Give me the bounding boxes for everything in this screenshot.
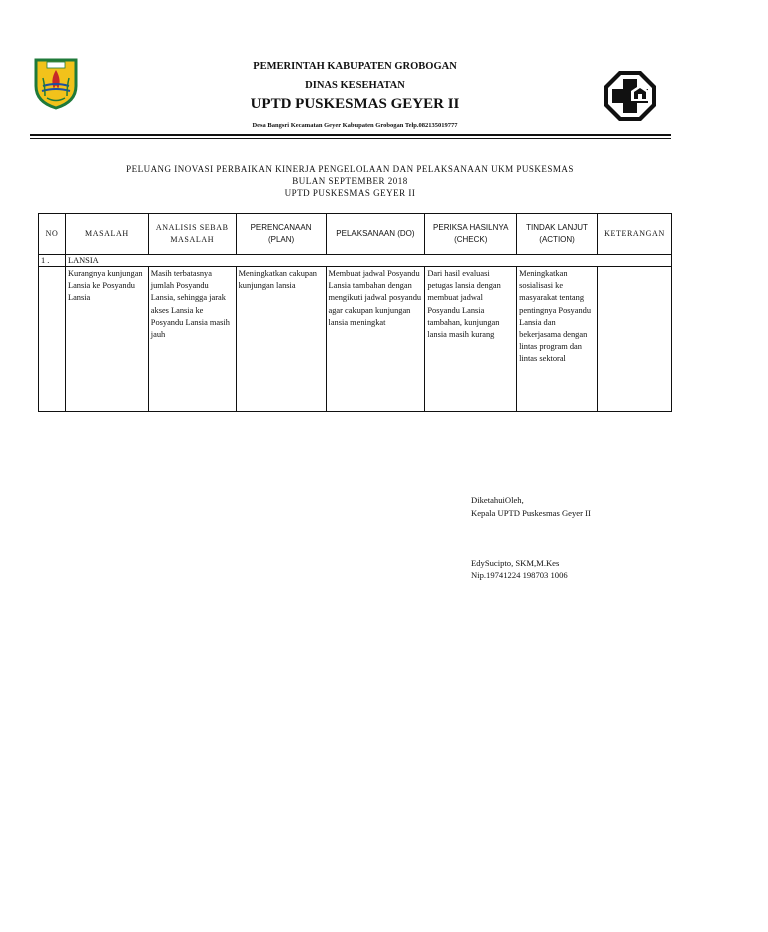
cell-perencanaan: Meningkatkan cakupan kunjungan lansia — [236, 267, 326, 412]
signature-position: Kepala UPTD Puskesmas Geyer II — [471, 508, 591, 518]
header-government: PEMERINTAH KABUPATEN GROBOGAN — [253, 61, 457, 72]
header-perencanaan: PERENCANAAN (PLAN) — [236, 214, 326, 255]
grobogan-emblem-logo — [33, 56, 79, 110]
section-row — [39, 255, 672, 267]
signature-acknowledged: DiketahuiOleh, — [471, 495, 524, 505]
cell-periksa: Dari hasil evaluasi petugas lansia dengan membuat jadwal Posyandu Lansia tambahan, kunjungan lansia masih kurang — [425, 267, 517, 412]
header-divider-thin — [30, 138, 671, 139]
table-header-row — [39, 214, 672, 255]
cell-analisis: Masih terbatasnya jumlah Posyandu Lansia, sehingga jarak akses Lansia ke Posyandu Lansia masih jauh — [148, 267, 236, 412]
cell-keterangan — [598, 267, 672, 412]
table-row — [39, 267, 672, 412]
header-no: NO — [39, 214, 66, 255]
header-institution: UPTD PUSKESMAS GEYER II — [250, 96, 460, 112]
signature-nip: Nip.19741224 198703 1006 — [471, 570, 568, 580]
header-pelaksanaan: PELAKSANAAN (DO) — [326, 214, 425, 255]
document-title: PELUANG INOVASI PERBAIKAN KINERJA PENGELOLAAN DAN PELAKSANAAN UKM PUSKESMAS — [126, 164, 574, 174]
pdca-table — [38, 213, 672, 412]
document-unit: UPTD PUSKESMAS GEYER II — [284, 188, 416, 198]
puskesmas-logo — [603, 70, 657, 122]
header-periksa: PERIKSA HASILNYA (CHECK) — [425, 214, 517, 255]
header-department: DINAS KESEHATAN — [305, 80, 405, 91]
cell-masalah: Kurangnya kunjungan Lansia ke Posyandu Lansia — [65, 267, 148, 412]
cell-pelaksanaan: Membuat jadwal Posyandu Lansia tambahan dengan mengikuti jadwal posyandu agar cakupan kunjungan lansia meningkat — [326, 267, 425, 412]
header-tindak-lanjut: TINDAK LANJUT (ACTION) — [517, 214, 598, 255]
header-masalah: MASALAH — [65, 214, 148, 255]
signature-name: EdySucipto, SKM,M.Kes — [471, 558, 560, 568]
section-number: 1 . — [39, 255, 66, 267]
document-period: BULAN SEPTEMBER 2018 — [292, 176, 408, 186]
header-analisis: ANALISIS SEBAB MASALAH — [148, 214, 236, 255]
header-address: Desa Bangsri Kecamatan Geyer Kabupaten Grobogan Telp.082135019777 — [252, 122, 458, 129]
section-label: LANSIA — [65, 255, 671, 267]
header-divider-thick — [30, 134, 671, 136]
header-keterangan: KETERANGAN — [598, 214, 672, 255]
cell-no — [39, 267, 66, 412]
cell-tindak-lanjut: Meningkatkan sosialisasi ke masyarakat tentang pentingnya Posyandu Lansia dan bekerjasama dengan lintas program dan lintas sektoral — [517, 267, 598, 412]
